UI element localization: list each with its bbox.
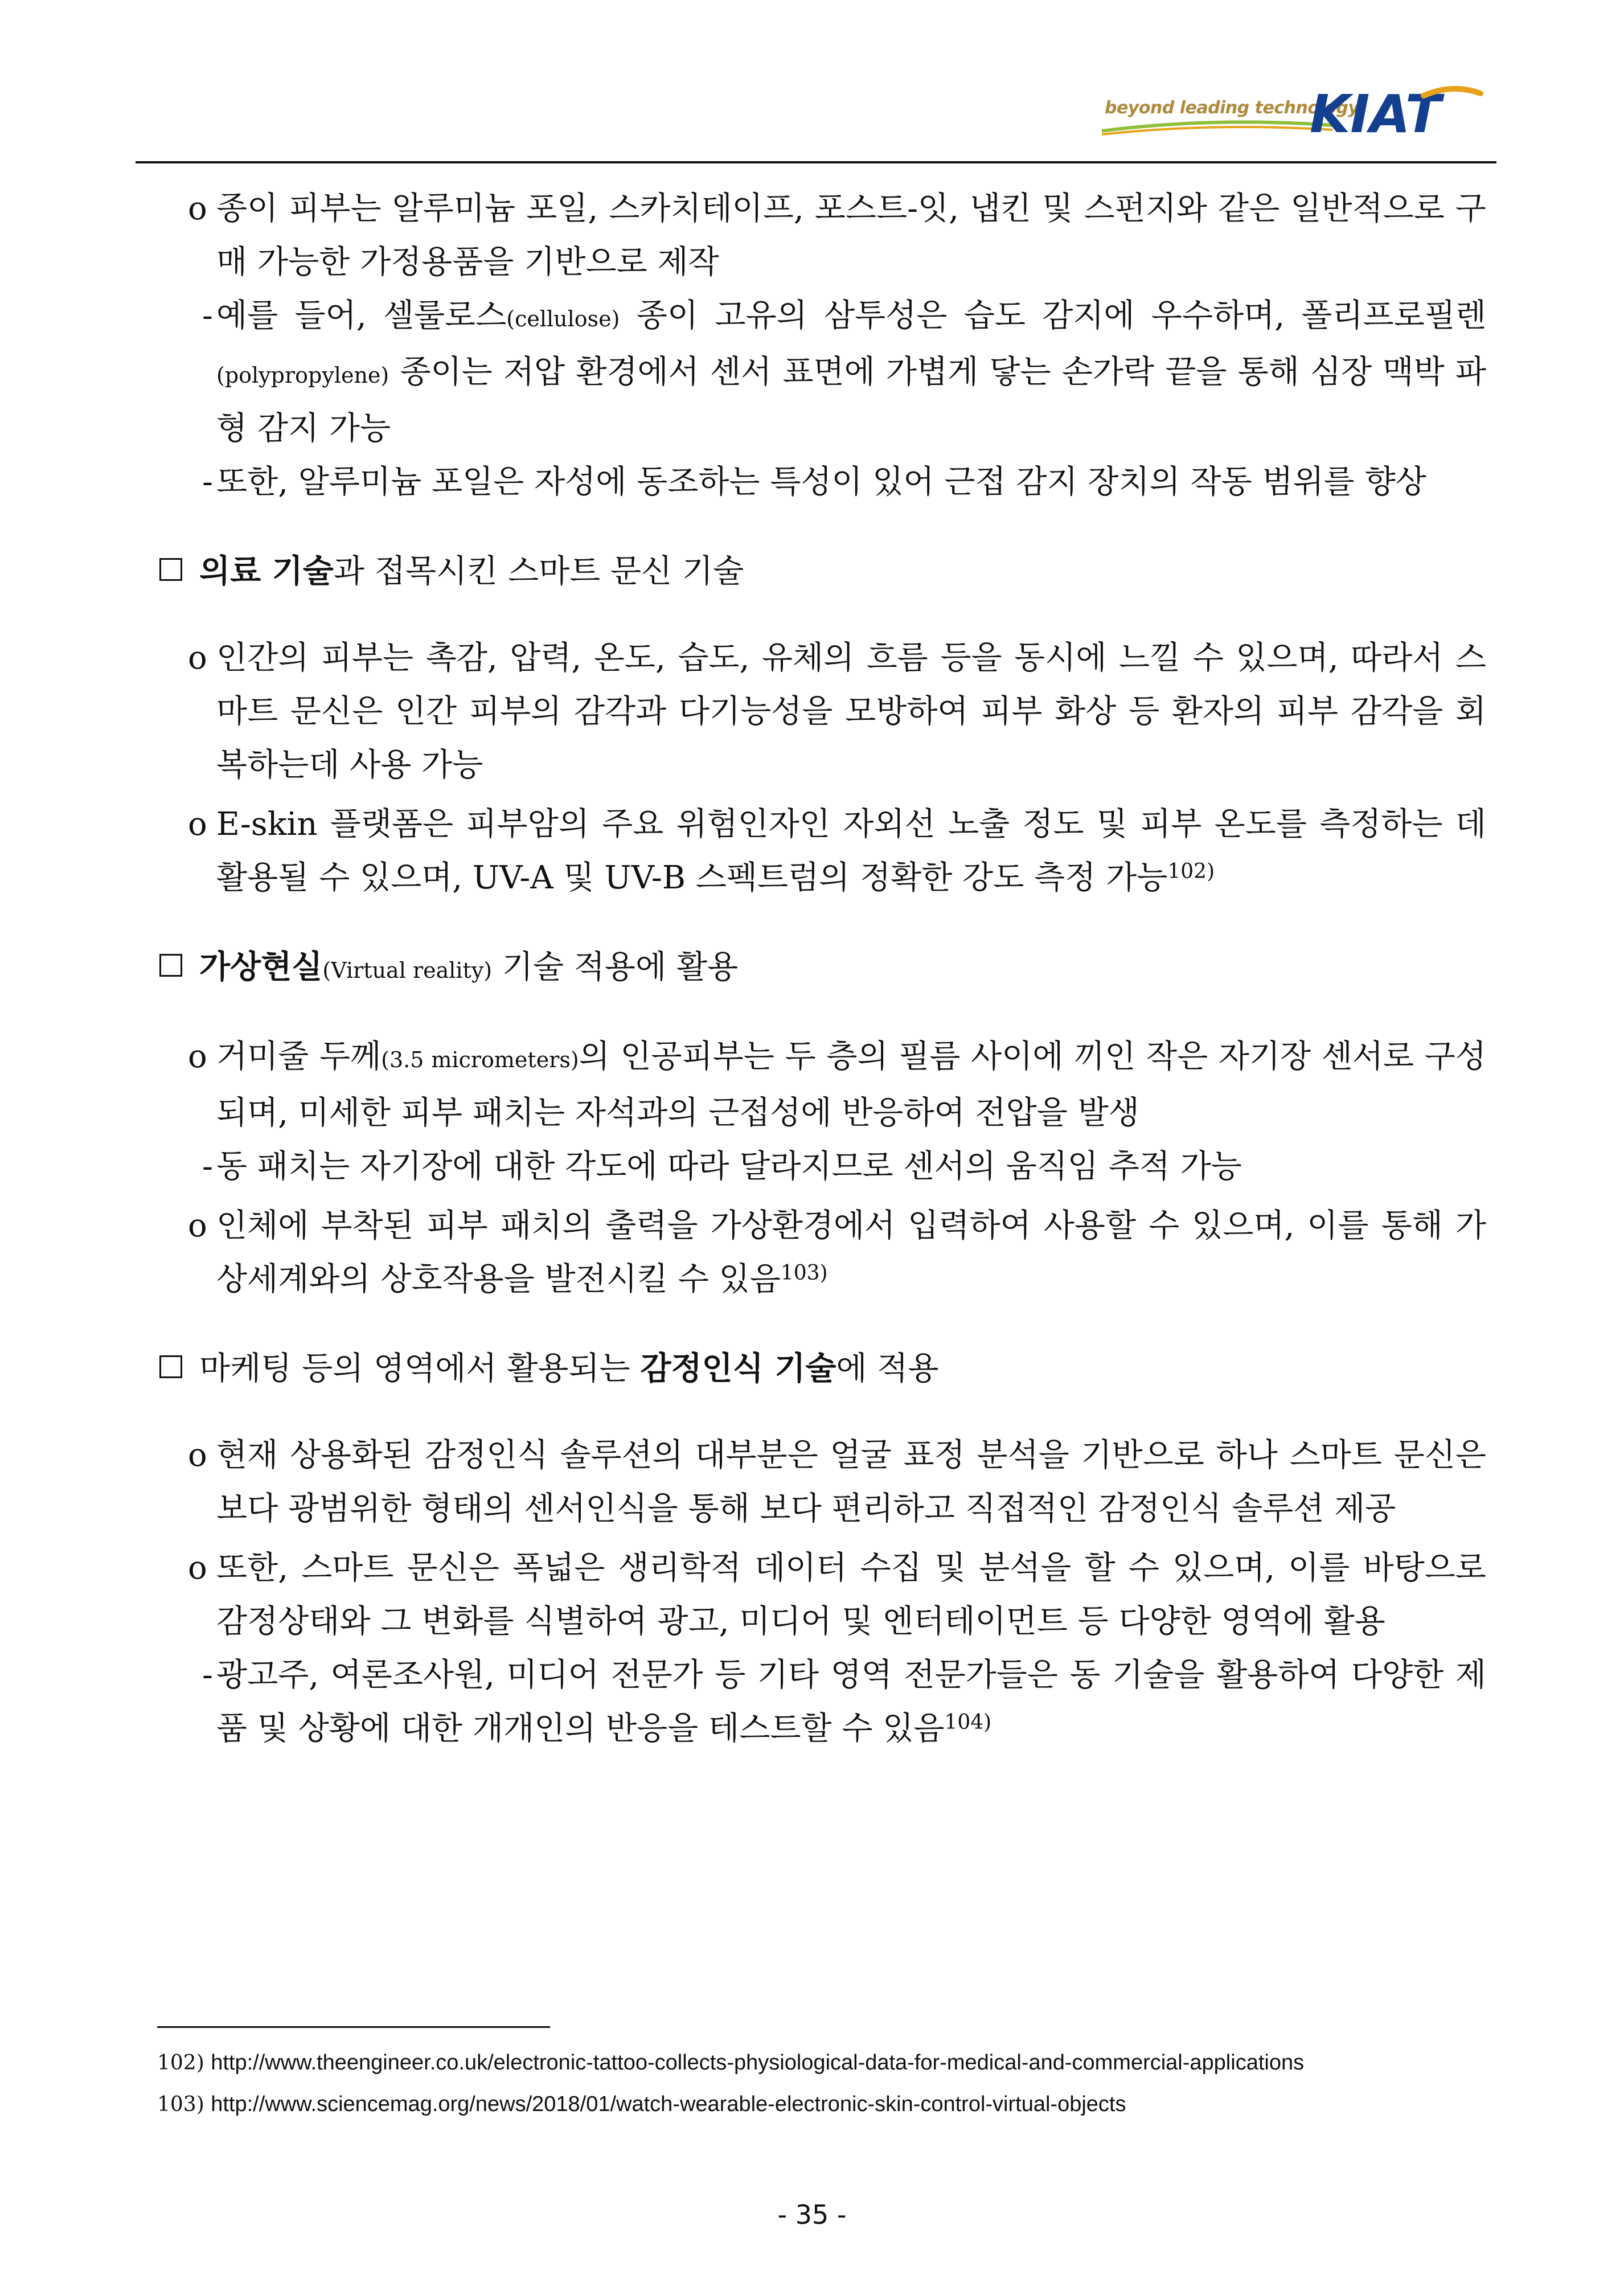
footnote-item xyxy=(157,2084,1495,2125)
section-heading-vr xyxy=(159,940,1486,997)
main-content xyxy=(159,182,1486,1756)
dash-text-small: (polypropylene) xyxy=(216,363,389,388)
bullet-human-skin xyxy=(159,632,1486,792)
footnote-ref[interactable]: 103) xyxy=(780,1261,828,1285)
tagline-swoosh-icon xyxy=(1099,114,1338,137)
bullet-text: E-skin 플랫폼은 피부암의 주요 위험인자인 자외선 노출 정도 및 피부 온도를 측정하는 데 활용될 수 있으며, UV-A 및 UV-B 스펙트럼의 정확한 강도 측정 가능 xyxy=(216,806,1487,896)
dash-item-advertisers xyxy=(159,1649,1486,1756)
heading-text-small: (Virtual reality) xyxy=(322,958,493,983)
bullet-text: 인체에 부착된 피부 패치의 출력을 가상환경에서 입력하여 사용할 수 있으며, 이를 통해 가상세계와의 상호작용을 발전시킬 수 있음 xyxy=(216,1207,1486,1298)
bullet-marker: o xyxy=(188,1550,207,1587)
bullet-vr-input xyxy=(159,1199,1486,1306)
footnote-link[interactable]: http://www.theengineer.co.uk/electronic-tattoo-collects-physiological-data-for-medical-and-commercial-applications xyxy=(211,2051,1305,2075)
checkbox-square-icon xyxy=(159,1355,182,1378)
heading-text: 기술 적용에 활용 xyxy=(492,949,739,986)
header-tagline: beyond leading technology xyxy=(1105,98,1359,118)
bullet-text: 현재 상용화된 감정인식 솔루션의 대부분은 얼굴 표정 분석을 기반으로 하나 스마트 문신은 보다 광범위한 형태의 센서인식을 통해 보다 편리하고 직접적인 감정인식 솔루션 제공 xyxy=(216,1437,1486,1527)
heading-text: 에 적용 xyxy=(836,1350,939,1387)
section-heading-emotion xyxy=(159,1342,1486,1396)
dash-text: 또한, 알루미늄 포일은 자성에 동조하는 특성이 있어 근접 감지 장치의 작동 범위를 향상 xyxy=(216,464,1426,501)
dash-item-aluminum xyxy=(159,456,1486,509)
header-rule xyxy=(136,161,1496,163)
heading-bold: 가상현실 xyxy=(199,948,323,986)
bullet-text: 또한, 스마트 문신은 폭넓은 생리학적 데이터 수집 및 분석을 할 수 있으며, 이를 바탕으로 감정상태와 그 변화를 식별하여 광고, 미디어 및 엔터테이먼트 등 다양한 영역에 활용 xyxy=(216,1550,1486,1640)
bullet-marker: o xyxy=(188,190,207,227)
dash-marker: - xyxy=(202,1657,213,1694)
dash-text: 광고주, 여론조사원, 미디어 전문가 등 기타 영역 전문가들은 동 기술을 활용하여 다양한 제품 및 상황에 대한 개개인의 반응을 테스트할 수 있음 xyxy=(216,1657,1486,1747)
bullet-marker: o xyxy=(188,1207,207,1244)
footnote-number: 102) xyxy=(157,2051,204,2075)
heading-bold: 감정인식 기술 xyxy=(640,1350,836,1387)
checkbox-square-icon xyxy=(159,954,182,977)
dash-text-small: (cellulose) xyxy=(506,306,620,331)
checkbox-square-icon xyxy=(159,558,182,581)
heading-text: 마케팅 등의 영역에서 활용되는 xyxy=(199,1350,641,1387)
bullet-text: 종이 피부는 알루미늄 포일, 스카치테이프, 포스트-잇, 냅킨 및 스펀지와 같은 일반적으로 구매 가능한 가정용품을 기반으로 제작 xyxy=(216,190,1486,281)
bullet-text-small: (3.5 micrometers) xyxy=(381,1047,579,1072)
page-number: - 35 - xyxy=(777,2199,847,2230)
dash-text: 예를 들어, 셀룰로스 xyxy=(216,297,507,334)
page-header xyxy=(0,0,1624,171)
dash-item-cellulose xyxy=(159,289,1486,456)
footnote-number: 103) xyxy=(157,2093,204,2116)
dash-text: 종이 고유의 삼투성은 습도 감지에 우수하며, 폴리프로필렌 xyxy=(620,297,1487,334)
footnote-ref[interactable]: 104) xyxy=(944,1711,992,1734)
footnote-link[interactable]: http://www.sciencemag.org/news/2018/01/watch-wearable-electronic-skin-control-virtual-objects xyxy=(211,2092,1126,2116)
footnote-rule xyxy=(157,2026,550,2028)
bullet-paper-skin xyxy=(159,182,1486,289)
svg-text:KIAT: KIAT xyxy=(1310,85,1441,137)
dash-text: 종이는 저압 환경에서 센서 표면에 가볍게 닿는 손가락 끝을 통해 심장 맥박 파형 감지 가능 xyxy=(216,354,1486,447)
bullet-marker: o xyxy=(188,1437,207,1474)
section-heading-medical xyxy=(159,544,1486,599)
dash-text: 동 패치는 자기장에 대한 각도에 따라 달라지므로 센서의 움직임 추적 가능 xyxy=(216,1148,1242,1185)
bullet-text: 의 인공피부는 두 층의 필름 사이에 끼인 작은 자기장 센서로 구성되며, 미세한 피부 패치는 자석과의 근접성에 반응하여 전압을 발생 xyxy=(216,1038,1487,1132)
bullet-text: 거미줄 두께 xyxy=(216,1038,382,1075)
dash-marker: - xyxy=(202,297,213,334)
heading-bold: 의료 기술 xyxy=(199,552,334,590)
bullet-text: 인간의 피부는 촉감, 압력, 온도, 습도, 유체의 흐름 등을 동시에 느낄 수 있으며, 따라서 스마트 문신은 인간 피부의 감각과 다기능성을 모방하여 피부 화상 등 환자의 피부 감각을 회복하는데 사용 가능 xyxy=(216,640,1486,784)
dash-marker: - xyxy=(202,1148,213,1185)
footnotes xyxy=(157,2042,1495,2125)
bullet-emotion-solutions xyxy=(159,1429,1486,1536)
bullet-eskin xyxy=(159,798,1486,905)
bullet-physiological-data xyxy=(159,1542,1486,1649)
dash-marker: - xyxy=(202,464,213,501)
bullet-marker: o xyxy=(188,1038,207,1075)
kiat-logo xyxy=(1310,85,1486,137)
bullet-marker: o xyxy=(188,640,207,677)
bullet-marker: o xyxy=(188,806,207,843)
footnote-item xyxy=(157,2042,1495,2084)
dash-item-patch xyxy=(159,1140,1486,1194)
heading-text: 과 접목시킨 스마트 문신 기술 xyxy=(333,553,744,590)
footnote-ref[interactable]: 102) xyxy=(1167,860,1215,883)
bullet-spiderweb-skin xyxy=(159,1030,1486,1140)
